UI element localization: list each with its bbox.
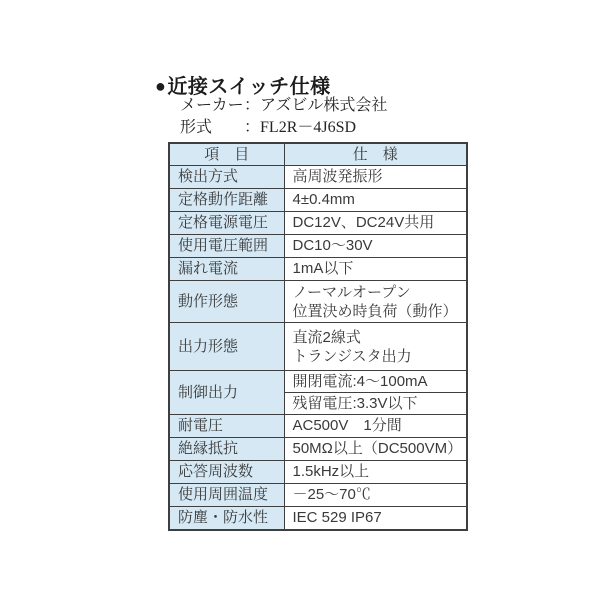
maker-line <box>180 95 387 117</box>
column-header-spec: 仕 様 <box>284 143 467 166</box>
maker-value: アズビル株式会社 <box>260 97 388 114</box>
item-cell: 漏れ電流 <box>169 258 284 281</box>
spec-table <box>168 142 468 531</box>
table-row <box>169 484 467 507</box>
table-row <box>169 371 467 393</box>
table-row <box>169 507 467 531</box>
item-cell: 動作形態 <box>169 281 284 323</box>
spec-line: 直流2線式 <box>292 328 361 346</box>
item-cell: 制御出力 <box>169 371 284 415</box>
item-cell: 検出方式 <box>169 166 284 189</box>
spec-cell: DC12V、DC24V共用 <box>284 212 467 235</box>
table-row <box>169 281 467 323</box>
model-label: 形式 <box>180 119 213 136</box>
spec-cell: －25～70℃ <box>284 484 467 507</box>
table-row <box>169 323 467 371</box>
meta-block <box>180 95 387 139</box>
spec-cell <box>284 323 467 371</box>
spec-line: 位置決め時負荷（動作） <box>292 302 458 320</box>
model-value: FL2R－4J6SD <box>260 119 357 136</box>
item-cell: 絶縁抵抗 <box>169 438 284 461</box>
spec-cell: 1.5kHz以上 <box>284 461 467 484</box>
item-cell: 出力形態 <box>169 323 284 371</box>
column-header-item: 項 目 <box>169 143 284 166</box>
bullet-icon: ● <box>155 76 167 96</box>
page-title: 近接スイッチ仕様 <box>167 76 331 98</box>
model-colon: ： <box>244 119 261 136</box>
maker-colon: ： <box>244 97 261 114</box>
spec-cell: DC10～30V <box>284 235 467 258</box>
spec-cell: 開閉電流:4～100mA <box>284 371 467 393</box>
item-cell: 定格動作距離 <box>169 189 284 212</box>
spec-cell: 残留電圧:3.3V以下 <box>284 393 467 415</box>
table-row <box>169 189 467 212</box>
spec-line: トランジスタ出力 <box>292 347 412 365</box>
item-cell: 定格電源電圧 <box>169 212 284 235</box>
spec-cell: AC500V 1分間 <box>284 415 467 438</box>
table-header-row <box>169 143 467 166</box>
spec-cell: IEC 529 IP67 <box>284 507 467 531</box>
spec-cell: 高周波発振形 <box>284 166 467 189</box>
table-row <box>169 212 467 235</box>
table-row <box>169 258 467 281</box>
spec-cell: 50MΩ以上（DC500VM） <box>284 438 467 461</box>
maker-label: メーカー <box>180 97 244 114</box>
item-cell: 使用周囲温度 <box>169 484 284 507</box>
spec-cell <box>284 281 467 323</box>
item-cell: 使用電圧範囲 <box>169 235 284 258</box>
model-line <box>180 117 387 139</box>
table-row <box>169 166 467 189</box>
table-row <box>169 235 467 258</box>
spec-cell: 1mA以下 <box>284 258 467 281</box>
spec-cell: 4±0.4mm <box>284 189 467 212</box>
table-row <box>169 415 467 438</box>
table-row <box>169 461 467 484</box>
item-cell: 防塵・防水性 <box>169 507 284 531</box>
item-cell: 応答周波数 <box>169 461 284 484</box>
item-cell: 耐電圧 <box>169 415 284 438</box>
table-row <box>169 438 467 461</box>
spec-line: ノーマルオープン <box>292 283 411 301</box>
